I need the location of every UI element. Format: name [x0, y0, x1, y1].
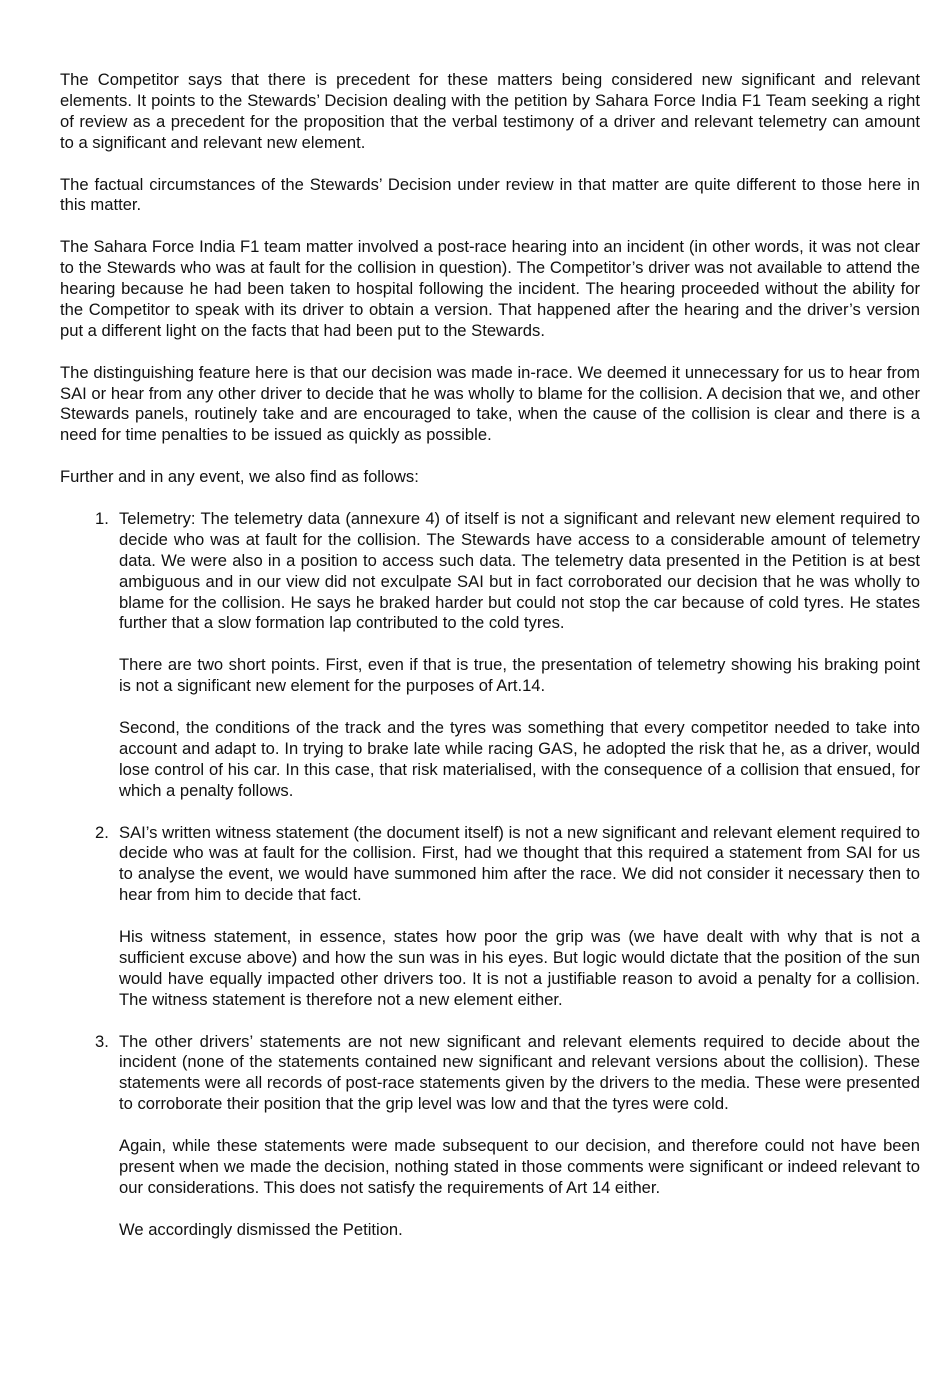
finding-number: 2.	[95, 822, 109, 842]
finding-other-drivers-statements	[60, 1032, 920, 1199]
document-page	[60, 70, 920, 1241]
finding-paragraph: His witness statement, in essence, states how poor the grip was (we have dealt with why that is not a sufficient excuse above) and how the sun was in his eyes. But logic would dictate that the position of the sun would have equally impacted other drivers too. It is not a justifiable reason to avoid a penalty for a collision. The witness statement is therefore not a new element either.	[119, 927, 920, 1009]
finding-telemetry	[60, 509, 920, 802]
finding-number: 1.	[95, 508, 109, 528]
paragraph-further-findings-intro: Further and in any event, we also find as follows:	[60, 467, 419, 487]
finding-paragraph: SAI’s written witness statement (the document itself) is not a new significant and relevant element required to decide who was at fault for the collision. First, had we thought that this required a statement from SAI for us to analyse the event, we would have summoned him after the race. We did not consider it necessary then to hear from him to decide that fact.	[119, 822, 920, 905]
finding-paragraph: The other drivers’ statements are not new significant and relevant elements required to decide about the incident (none of the statements contained new significant and relevant versions about the collision). These statements were all records of post-race statements given by the drivers to the media. These were presented to corroborate their position that the grip level was low and that the tyres were cold.	[119, 1031, 920, 1114]
finding-paragraph: Telemetry: The telemetry data (annexure 4) of itself is not a significant and relevant new element required to decide who was at fault for the collision. The Stewards have access to a considerable amount of telemetry data. We were also in a position to access such data. The telemetry data presented in the Petition is at best ambiguous and in our view did not exculpate SAI but in fact corroborated our decision that he was wholly to blame for the collision. He says he braked harder but could not stop the car because of cold tyres. He states further that a slow formation lap contributed to the cold tyres.	[119, 508, 920, 633]
finding-number: 3.	[95, 1031, 109, 1051]
paragraph-distinguishing-feature: The distinguishing feature here is that our decision was made in-race. We deemed it unnecessary for us to hear from SAI or hear from any other driver to decide that he was wholly to blame for the collision. A decision that we, and other Stewards panels, routinely take and are encouraged to take, when the cause of the collision is clear and there is a need for time penalties to be issued as quickly as possible.	[60, 362, 920, 445]
finding-paragraph: Second, the conditions of the track and the tyres was something that every competitor needed to take into account and adapt to. In trying to brake late while racing GAS, he adopted the risk that he, as a driver, would lose control of his car. In this case, that risk materialised, with the consequence of a collision that ensued, for which a penalty follows.	[119, 717, 920, 800]
finding-paragraph: Again, while these statements were made subsequent to our decision, and therefore could not have been present when we made the decision, nothing stated in those comments were significant or indeed relevant to our considerations. This does not satisfy the requirements of Art 14 either.	[119, 1136, 920, 1197]
findings-list	[60, 509, 920, 1199]
paragraph-precedent: The Competitor says that there is precedent for these matters being considered new significant and relevant elements. It points to the Stewards’ Decision dealing with the petition by Sahara Force India F1 Team seeking a right of review as a precedent for the proposition that the verbal testimony of a driver and relevant telemetry can amount to a significant and relevant new element.	[60, 70, 920, 152]
paragraph-force-india-matter: The Sahara Force India F1 team matter involved a post-race hearing into an incident (in other words, it was not clear to the Stewards who was at fault for the collision in question). The Competitor’s driver was not available to attend the hearing because he had been taken to hospital following the incident. The hearing proceeded without the ability for the Competitor to speak with its driver to obtain a version. That happened after the hearing and the driver’s version put a different light on the facts that had been put to the Stewards.	[60, 237, 920, 340]
finding-witness-statement	[60, 823, 920, 1011]
paragraph-factual-circumstances: The factual circumstances of the Stewards’ Decision under review in that matter are quite different to those here in this matter.	[60, 174, 920, 215]
closing-statement: We accordingly dismissed the Petition.	[119, 1219, 403, 1239]
finding-paragraph: There are two short points. First, even if that is true, the presentation of telemetry showing his braking point is not a significant new element for the purposes of Art.14.	[119, 655, 920, 696]
